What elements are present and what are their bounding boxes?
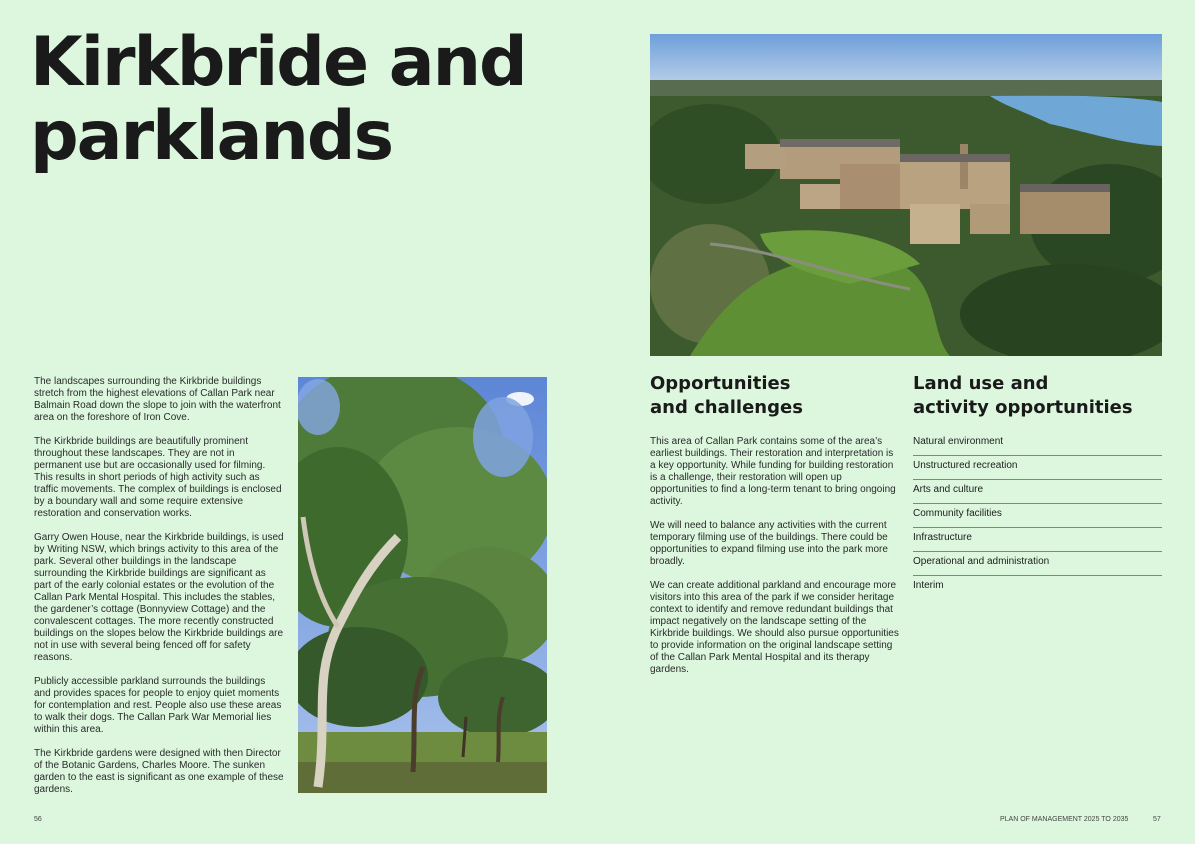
land-use-heading [913, 372, 1163, 420]
intro-paragraph: The Kirkbride buildings are beautifully prominent throughout these landscapes. They are not in permanent use but are occasionally used for filming. This results in short periods of high activity such as traffic movements. The complex of buildings is enclosed by a boundary wall and some require extensive restoration and conservation works. [34, 436, 282, 519]
right-page-number: 57 [1153, 816, 1161, 823]
tree-photo [298, 377, 547, 793]
land-use-item: Interim [913, 580, 944, 591]
document-footer-title: PLAN OF MANAGEMENT 2025 TO 2035 [1000, 816, 1129, 823]
intro-paragraph: Garry Owen House, near the Kirkbride buildings, is used by Writing NSW, which brings activity to this area of the park. Several other buildings in the landscape surrounding the Kirkbride buildings are significant as part of the early colonial estates or the evolution of the Callan Park Mental Hospital. This includes the stables, the gardener’s cottage (Bonnyview Cottage) and the convalescent cottages. The more recently constructed buildings on the slopes below the Kirkbride buildings are not in use with several being fenced off for safety reasons. [34, 532, 284, 663]
opportunities-heading [650, 372, 890, 420]
aerial-photo [650, 34, 1162, 356]
land-use-heading-line2: activity opportunities [913, 397, 1133, 418]
opportunities-heading-line1: Opportunities [650, 373, 791, 394]
land-use-item: Infrastructure [913, 528, 1162, 552]
opportunities-heading-line2: and challenges [650, 397, 803, 418]
left-page-number: 56 [34, 816, 42, 823]
opportunities-paragraph: We can create additional parkland and encourage more visitors into this area of the park if we consider heritage context to identify and remove redundant buildings that impact negatively on the landscape setting of the Kirkbride buildings. We should also pursue opportunities to provide information on the original landscape setting of the Callan Park Mental Hospital and its therapy gardens. [650, 580, 899, 675]
land-use-item: Operational and administration [913, 552, 1162, 576]
land-use-item: Unstructured recreation [913, 456, 1162, 480]
opportunities-paragraph: We will need to balance any activities with the current temporary filming use of the buildings. There could be opportunities to expand filming use into the park more broadly. [650, 520, 888, 567]
intro-paragraph: The landscapes surrounding the Kirkbride buildings stretch from the highest elevations of Callan Park near Balmain Road down the slope to join with the waterfront area on the foreshore of Iron Cove. [34, 376, 281, 423]
opportunities-text [650, 436, 900, 688]
land-use-heading-line1: Land use and [913, 373, 1049, 394]
opportunities-paragraph: This area of Callan Park contains some of the area’s earliest buildings. Their restoration and interpretation is a key opportunity. While funding for building restoration is a challenge, their restoration will open up opportunities to find a long-term tenant to bring ongoing activity. [650, 436, 896, 507]
page-title: Kirkbride and parklands [30, 23, 526, 176]
intro-text [34, 376, 284, 808]
intro-paragraph: Publicly accessible parkland surrounds the buildings and provides spaces for people to enjoy quiet moments for contemplation and rest. People also use these areas to walk their dogs. The Callan Park War Memorial lies within this area. [34, 676, 282, 735]
land-use-item: Arts and culture [913, 480, 1162, 504]
intro-paragraph: The Kirkbride gardens were designed with then Director of the Botanic Gardens, Charles Moore. The sunken garden to the east is significant as one example of these gardens. [34, 748, 284, 795]
land-use-item: Community facilities [913, 504, 1162, 528]
land-use-list [913, 432, 1162, 599]
land-use-item: Natural environment [913, 432, 1162, 456]
